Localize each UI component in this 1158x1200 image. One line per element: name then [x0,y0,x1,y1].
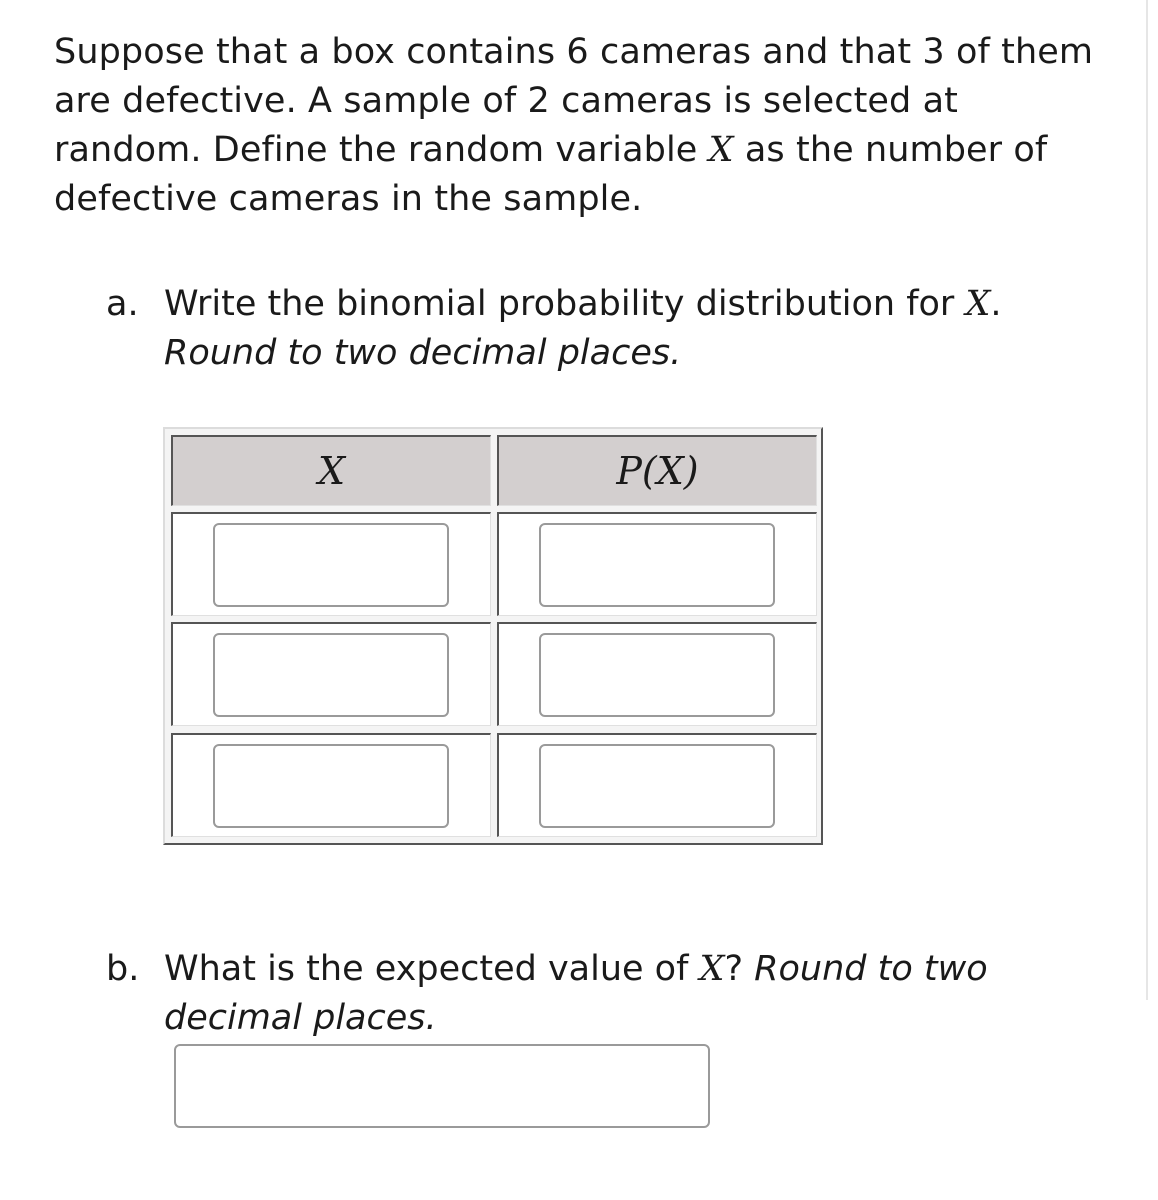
part-b-prompt [106,945,1106,1043]
intro-text-part-1: Suppose that a box contains 6 cameras and that 3 of them are defective. A sample of 2 cameras is selected at random. Define the random variable [54,32,1094,170]
x-value-input-3[interactable] [213,744,449,828]
px-value-input-3[interactable] [539,744,775,828]
table-row-3-px-cell [497,733,817,837]
part-b-question-mark: ? [724,949,755,989]
part-a-prompt [106,280,1106,378]
part-b-text: What is the expected value of [164,949,700,989]
intro-variable: X [708,130,734,170]
table-row-1-px-cell [497,512,817,616]
part-b-marker: b. [106,949,140,989]
table-header-x [171,435,491,506]
probability-distribution-table [163,427,823,845]
table-header-px [497,435,817,506]
question-intro [54,28,1114,224]
part-a-text: Write the binomial probability distribution for [164,284,966,324]
part-a-variable: X [965,284,991,324]
part-a-text-end: . [990,284,1002,324]
part-a-instruction: Round to two decimal places. [164,333,682,373]
table-row-3-x-cell [171,733,491,837]
header-x-label: X [317,449,346,493]
x-value-input-1[interactable] [213,523,449,607]
part-b-instruction: Round to two decimal places. [164,949,988,1038]
px-value-input-2[interactable] [539,633,775,717]
px-value-input-1[interactable] [539,523,775,607]
table-row-1-x-cell [171,512,491,616]
table-row-2-px-cell [497,622,817,726]
expected-value-input[interactable] [174,1044,710,1128]
x-value-input-2[interactable] [213,633,449,717]
part-a-marker: a. [106,284,139,324]
header-px-label: P(X) [616,449,699,493]
right-edge-divider [1146,0,1148,1000]
table-row-2-x-cell [171,622,491,726]
intro-text-part-2: as the number of defective cameras in the sample. [54,130,1048,219]
part-b-variable: X [699,949,725,989]
